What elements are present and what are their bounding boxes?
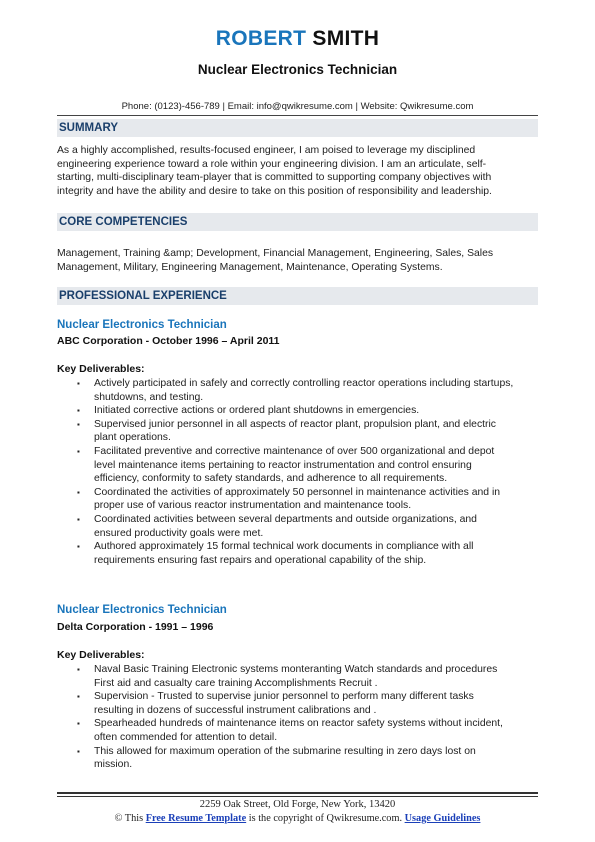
competencies-heading: CORE COMPETENCIES <box>57 213 538 231</box>
job-company: ABC Corporation - October 1996 – April 2011 <box>57 335 280 347</box>
bullet-line: Coordinated activities between several departments and outside organizations, and <box>94 513 477 525</box>
bullet-line: Supervision - Trusted to supervise junior personnel to perform many different tasks <box>94 691 474 703</box>
usage-guidelines-link[interactable]: Usage Guidelines <box>404 813 481 824</box>
competencies-text <box>57 247 539 274</box>
job-title: Nuclear Electronics Technician <box>57 319 227 331</box>
list-item <box>57 513 539 540</box>
summary-line: integrity and have the ability and desire to take on this position of responsibility and leadership. <box>57 185 492 197</box>
square-bullet-icon: ▪ <box>77 419 80 429</box>
free-resume-template-link[interactable]: Free Resume Template <box>145 813 247 824</box>
list-item <box>57 540 539 567</box>
bullet-line: often commended for attention to detail. <box>94 731 278 743</box>
bullet-line: requirements ensuring fast repairs and operational capability of the ship. <box>94 554 427 566</box>
job-company: Delta Corporation - 1991 – 1996 <box>57 621 214 633</box>
list-item <box>57 486 539 513</box>
bullet-line: Coordinated the activities of approximately 50 personnel in maintenance activities and in <box>94 486 501 498</box>
bullet-line: mission. <box>94 759 133 771</box>
list-item <box>57 418 539 445</box>
job-title-heading: Nuclear Electronics Technician <box>197 62 398 77</box>
square-bullet-icon: ▪ <box>77 406 80 416</box>
list-item <box>57 717 539 744</box>
bullet-line: level maintenance items pertaining to reactor instrumentation and control ensuring <box>94 459 472 471</box>
square-bullet-icon: ▪ <box>77 665 80 674</box>
copyright-prefix: © This <box>114 813 144 824</box>
last-name: SMITH <box>312 27 380 50</box>
summary-line: starting, multi-disciplinary team-player that is committed to supporting company objectives with <box>57 172 492 184</box>
bullet-line: Actively participated in safely and correctly controlling reactor operations including startups, <box>94 378 514 389</box>
square-bullet-icon: ▪ <box>77 514 80 524</box>
bullet-line: proper use of various reactor instrumentation and maintenance tools. <box>94 500 412 512</box>
contact-line: Phone: (0123)-456-789 | Email: info@qwikresume.com | Website: Qwikresume.com <box>121 101 474 112</box>
square-bullet-icon: ▪ <box>77 487 80 497</box>
square-bullet-icon: ▪ <box>77 692 80 702</box>
job-2-deliverables-list <box>57 663 539 772</box>
bullet-line: resulting in dozens of successful instrument calibrations and . <box>94 704 377 716</box>
square-bullet-icon: ▪ <box>77 446 80 456</box>
bullet-line: shutdowns, and testing. <box>94 391 204 403</box>
bullet-line: plant operations. <box>94 432 171 444</box>
bullet-line: ensured productivity goals were met. <box>94 527 264 539</box>
list-item <box>57 663 539 690</box>
list-item <box>57 690 539 717</box>
list-item <box>57 404 539 418</box>
competencies-line: Management, Training &amp; Development, Financial Management, Engineering, Sales, Sales <box>57 248 494 259</box>
summary-line: engineering experience toward a role within your engineering division. I am an articulate, self- <box>57 158 487 170</box>
key-deliverables-label: Key Deliverables: <box>57 363 145 375</box>
square-bullet-icon: ▪ <box>77 379 80 388</box>
bullet-line: This allowed for maximum operation of the submarine resulting in zero days lost on <box>94 745 476 757</box>
bullet-line: Supervised junior personnel in all aspects of reactor plant, propulsion plant, and electric <box>94 418 497 430</box>
bullet-line: Naval Basic Training Electronic systems monteranting Watch standards and procedures <box>94 664 498 675</box>
bullet-line: Authored approximately 15 formal technical work documents in compliance with all <box>94 541 474 553</box>
job-title: Nuclear Electronics Technician <box>57 604 227 616</box>
bullet-line: First aid and casualty care training Accomplishments Recruit . <box>94 677 378 689</box>
bullet-line: Spearheaded hundreds of maintenance items on reactor safety systems without incident, <box>94 718 503 730</box>
summary-text <box>57 144 539 198</box>
summary-heading: SUMMARY <box>57 119 538 137</box>
footer-copyright <box>0 813 595 824</box>
footer-divider <box>57 792 538 794</box>
bullet-line: efficiency, conformity to safety standards, and adherence to all requirements. <box>94 473 448 485</box>
candidate-name <box>0 27 595 51</box>
key-deliverables-label: Key Deliverables: <box>57 649 145 661</box>
square-bullet-icon: ▪ <box>77 542 80 552</box>
bullet-line: Facilitated preventive and corrective maintenance of over 500 organizational and depot <box>94 445 495 457</box>
list-item <box>57 377 539 404</box>
list-item <box>57 745 539 772</box>
first-name: ROBERT <box>215 27 307 50</box>
competencies-line: Management, Military, Engineering Management, Maintenance, Operating Systems. <box>57 261 443 273</box>
bullet-line: Initiated corrective actions or ordered plant shutdowns in emergencies. <box>94 405 420 417</box>
header-divider <box>57 115 538 116</box>
square-bullet-icon: ▪ <box>77 746 80 756</box>
footer-divider <box>57 796 538 797</box>
list-item <box>57 445 539 486</box>
experience-heading: PROFESSIONAL EXPERIENCE <box>57 287 538 305</box>
summary-line: As a highly accomplished, results-focused engineer, I am poised to leverage my disciplined <box>57 145 476 156</box>
square-bullet-icon: ▪ <box>77 719 80 729</box>
job-1-deliverables-list <box>57 377 539 567</box>
footer-address: 2259 Oak Street, Old Forge, New York, 13420 <box>199 799 396 810</box>
copyright-text: is the copyright of Qwikresume.com. <box>248 813 403 824</box>
